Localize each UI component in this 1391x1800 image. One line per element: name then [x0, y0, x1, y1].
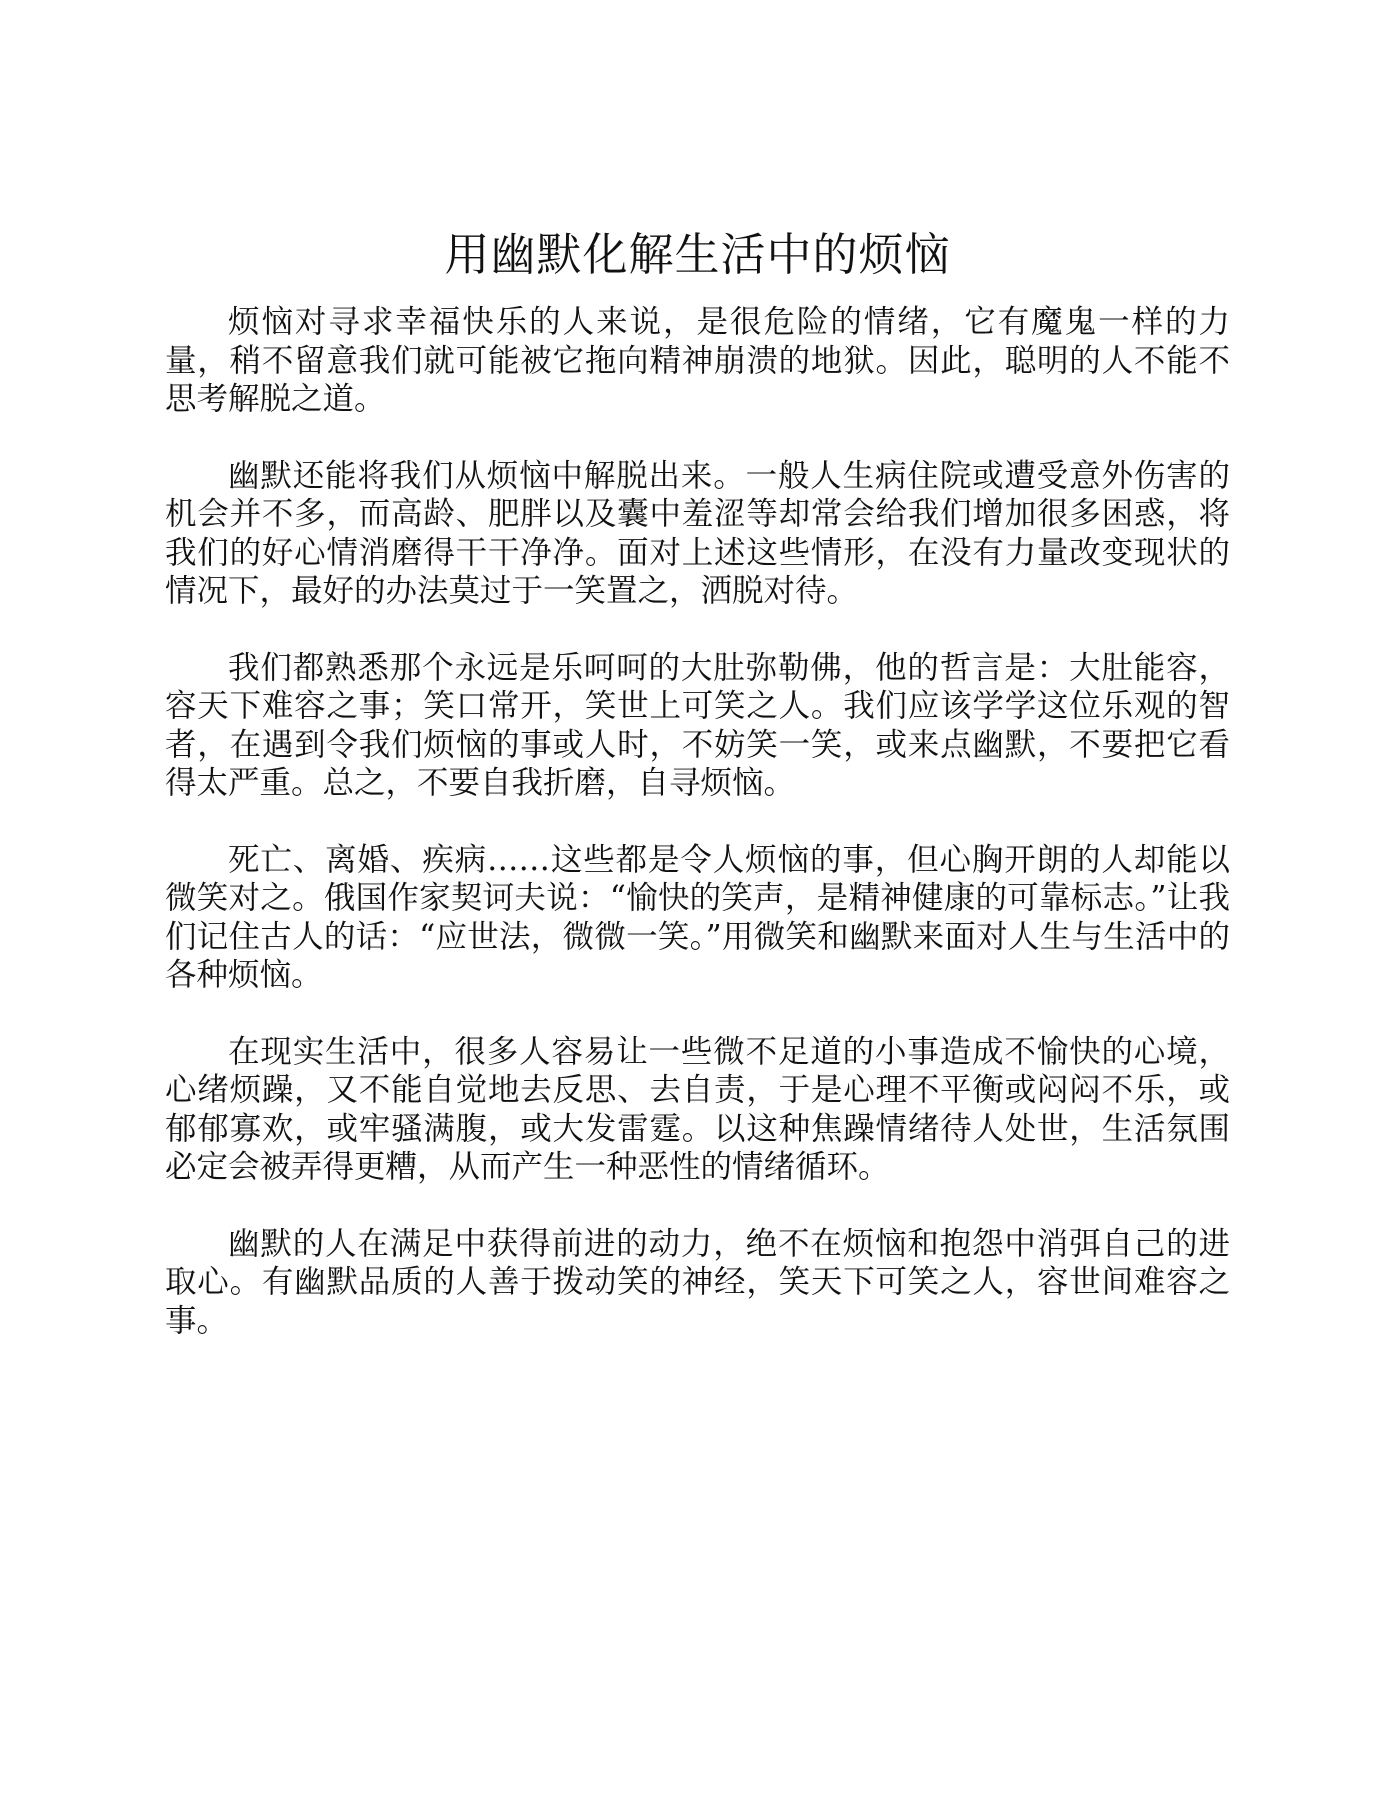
paragraph-2: 幽默还能将我们从烦恼中解脱出来。一般人生病住院或遭受意外伤害的机会并不多，而高龄、肥胖以及囊中羞涩等却常会给我们增加很多困惑，将我们的好心情消磨得干干净净。面对上述这些情形，在没有力量改变现状的情况下，最好的办法莫过于一笑置之，洒脱对待。 [165, 457, 1230, 609]
document-title: 用幽默化解生活中的烦恼 [444, 228, 951, 281]
paragraph-6: 幽默的人在满足中获得前进的动力，绝不在烦恼和抱怨中消弭自己的进取心。有幽默品质的人善于拨动笑的神经，笑天下可笑之人，容世间难容之事。 [165, 1225, 1230, 1339]
paragraph-1: 烦恼对寻求幸福快乐的人来说，是很危险的情绪，它有魔鬼一样的力量，稍不留意我们就可能被它拖向精神崩溃的地狱。因此，聪明的人不能不思考解脱之道。 [165, 304, 1230, 417]
paragraph-5: 在现实生活中，很多人容易让一些微不足道的小事造成不愉快的心境，心绪烦躁，又不能自觉地去反思、去自责，于是心理不平衡或闷闷不乐，或郁郁寡欢，或牢骚满腹，或大发雷霆。以这种焦躁情绪待人处世，生活氛围必定会被弄得更糟，从而产生一种恶性的情绪循环。 [165, 1033, 1230, 1185]
paragraph-4: 死亡、离婚、疾病……这些都是令人烦恼的事，但心胸开朗的人却能以微笑对之。俄国作家契诃夫说：“愉快的笑声，是精神健康的可靠标志。”让我们记住古人的话：“应世法，微微一笑。”用微笑和幽默来面对人生与生活中的各种烦恼。 [165, 841, 1230, 993]
paragraph-3: 我们都熟悉那个永远是乐呵呵的大肚弥勒佛，他的哲言是：大肚能容，容天下难容之事；笑口常开，笑世上可笑之人。我们应该学学这位乐观的智者，在遇到令我们烦恼的事或人时，不妨笑一笑，或来点幽默，不要把它看得太严重。总之，不要自我折磨，自寻烦恼。 [165, 649, 1230, 801]
document-page [165, 225, 1230, 1378]
